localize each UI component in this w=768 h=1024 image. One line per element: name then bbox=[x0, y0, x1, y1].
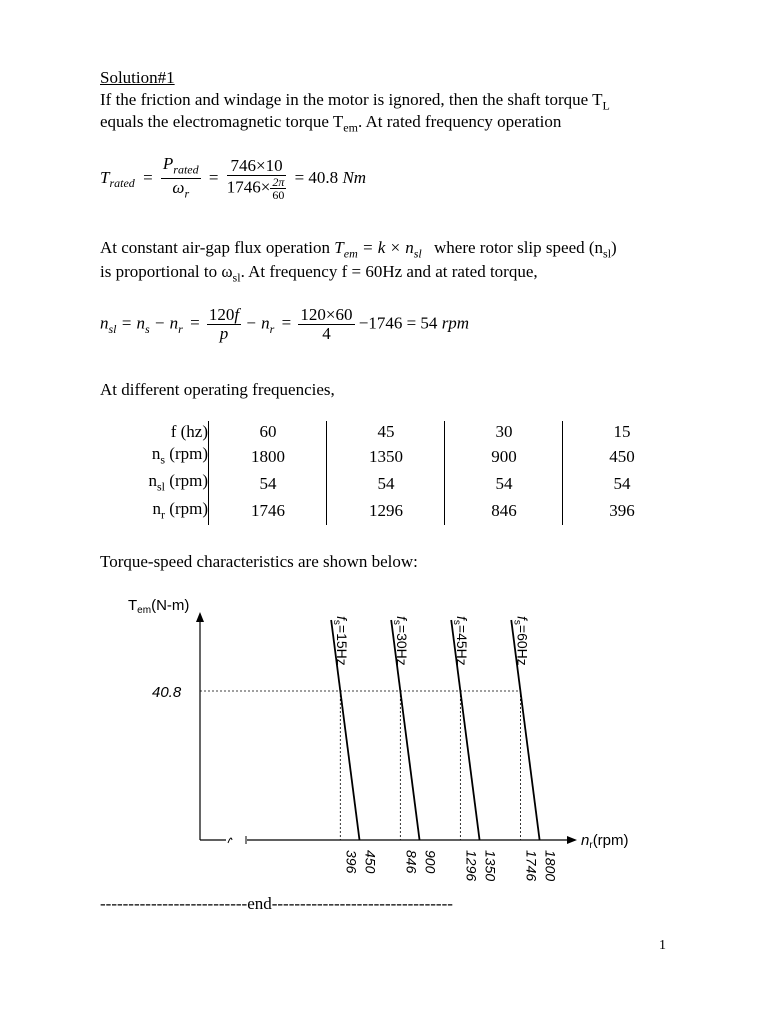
para2-eq-mid: = k × n bbox=[362, 238, 414, 257]
end-divider: --------------------------end-------------------------------- bbox=[100, 894, 453, 913]
rated-speed-tick-label-4: 1746 bbox=[523, 850, 540, 882]
table-cell: 396 bbox=[609, 501, 635, 521]
para1-line2-sub: em bbox=[343, 120, 358, 135]
eq2-frac1 bbox=[207, 306, 241, 343]
para2-line1 bbox=[100, 238, 617, 263]
table-row bbox=[100, 498, 680, 525]
rated-speed-tick-label-3: 1296 bbox=[463, 850, 480, 882]
para2-eq-n-sub: sl bbox=[413, 246, 422, 261]
sync-speed-tick-label-1: 450 bbox=[362, 850, 379, 874]
eq2-mid3: − n bbox=[245, 313, 270, 333]
y-axis-arrow bbox=[196, 612, 204, 622]
equation-rated-torque: $T_{rated}$ = $\frac{P_{rated}}{\omega_r}$ = 746×10 1746× $\frac{2\pi}{60}$ = 40.8 Nm bbox=[100, 154, 367, 202]
table-cell: 54 bbox=[377, 474, 395, 494]
para1-line1-text: If the friction and windage in the motor is ignored, then the shaft torque T bbox=[100, 90, 603, 109]
eq1-result: = 40.8 bbox=[294, 167, 339, 187]
table-cell: 900 bbox=[491, 446, 517, 466]
eq1-frac1-num: P bbox=[162, 154, 174, 173]
table-cell: 450 bbox=[609, 446, 635, 466]
eq1-frac2-den: 1746× bbox=[226, 177, 271, 197]
eq2-frac1-num: 120 bbox=[208, 305, 235, 324]
sync-speed-tick-label-3: 1350 bbox=[482, 850, 499, 882]
rated-torque-label: 40.8 bbox=[152, 684, 182, 701]
table-row bbox=[100, 421, 680, 443]
eq2-mid1-sub: s bbox=[145, 321, 150, 336]
table-row-label: $n_{sl}$ (rpm) bbox=[148, 471, 208, 494]
operating-frequency-table bbox=[100, 421, 680, 525]
equation-slip-speed: $n_{sl} = n_s - n_r$ = $\frac{120f}{p}$ − $n_r$ = $\frac{120\times 60}{4}$ −1746 = 54 rpm bbox=[100, 305, 470, 343]
para1-line2-post: . At rated frequency operation bbox=[357, 112, 562, 131]
eq1-frac2-num: 746×10 bbox=[227, 157, 287, 176]
solution-heading: Solution#1 bbox=[100, 68, 175, 87]
para2-line1-end: ) bbox=[611, 238, 617, 257]
series-label-4: $f_s=60Hz$ bbox=[511, 616, 531, 666]
para2-eq-T: T bbox=[334, 238, 344, 257]
para2-line2 bbox=[100, 262, 538, 287]
table-cell: 54 bbox=[259, 474, 277, 494]
x-axis-arrow bbox=[567, 836, 577, 844]
sync-speed-tick-label-4: 1800 bbox=[542, 850, 559, 882]
eq2-tail: −1746 = 54 bbox=[358, 313, 438, 333]
table-cell: 846 bbox=[491, 501, 517, 521]
axis-break-mark bbox=[228, 838, 232, 843]
eq2-unit: rpm bbox=[441, 313, 470, 333]
para2-line2-sub: sl bbox=[232, 270, 241, 285]
table-cell: 15 bbox=[613, 422, 631, 441]
page-number: 1 bbox=[659, 938, 666, 953]
eq1-small-num: 2π bbox=[272, 174, 285, 189]
rated-speed-tick-label-1: 396 bbox=[343, 850, 360, 874]
table-cell: 1800 bbox=[251, 446, 285, 466]
table-cell: 54 bbox=[495, 474, 513, 494]
eq2-mid1: = n bbox=[120, 313, 145, 333]
eq1-frac1-num-sub: rated bbox=[173, 162, 199, 177]
table-row-label: $n_s$ (rpm) bbox=[151, 444, 208, 467]
para1-line1-sub: L bbox=[602, 98, 610, 113]
eq2-mid2-sub: r bbox=[178, 321, 183, 336]
para2-line1-post: where rotor slip speed (n bbox=[434, 238, 604, 257]
eq1-lhs: T bbox=[100, 167, 110, 187]
eq2-frac1-den: p bbox=[219, 324, 229, 343]
x-axis-label: $n_r(rpm)$ bbox=[581, 832, 629, 851]
series-label-3: $f_s=45Hz$ bbox=[451, 616, 471, 666]
rated-speed-tick-label-2: 846 bbox=[403, 850, 420, 874]
table-cell: 45 bbox=[377, 422, 395, 441]
para3: At different operating frequencies, bbox=[100, 380, 335, 399]
series-label-1: $f_s=15Hz$ bbox=[331, 616, 351, 666]
eq1-unit: Nm bbox=[342, 167, 367, 187]
table-cell: 60 bbox=[259, 422, 277, 441]
table-row bbox=[100, 443, 680, 470]
eq1-frac1 bbox=[161, 155, 201, 203]
para4: Torque-speed characteristics are shown below: bbox=[100, 552, 418, 571]
series-label-2: $f_s=30Hz$ bbox=[391, 616, 411, 666]
para2-line2-text: is proportional to ω bbox=[100, 262, 233, 281]
eq1-frac1-den-sub: r bbox=[184, 186, 190, 201]
table-cell: 54 bbox=[613, 474, 631, 494]
eq2-frac1-num-f: f bbox=[234, 305, 240, 324]
table-row-label: $n_r$ (rpm) bbox=[152, 498, 208, 522]
table-cell: 30 bbox=[495, 422, 513, 441]
para2-line1-text: At constant air-gap flux operation bbox=[100, 238, 331, 257]
para1-line2 bbox=[100, 112, 561, 137]
table-row-label: f (hz) bbox=[170, 422, 208, 441]
eq2-frac2-den: 4 bbox=[322, 324, 331, 343]
eq2-n-sub: sl bbox=[108, 321, 117, 336]
eq2-n: n bbox=[100, 313, 109, 333]
eq2-frac2-num: 120×60 bbox=[300, 305, 353, 324]
eq1-frac2 bbox=[227, 157, 287, 201]
torque-speed-chart bbox=[100, 590, 660, 890]
eq1-small-den: 60 bbox=[272, 187, 285, 202]
table-row bbox=[100, 470, 680, 497]
eq1-frac1-den: ω bbox=[172, 178, 185, 198]
sync-speed-tick-label-2: 900 bbox=[422, 850, 439, 874]
para1-line2-text: equals the electromagnetic torque T bbox=[100, 112, 344, 131]
table-cell: 1746 bbox=[251, 501, 285, 521]
table-cell: 1350 bbox=[369, 446, 403, 466]
eq2-mid3-sub: r bbox=[269, 321, 275, 336]
eq2-mid2: − n bbox=[153, 313, 179, 333]
para2-line1-post-sub: sl bbox=[603, 246, 612, 261]
para2-line2-post: . At frequency f = 60Hz and at rated torque, bbox=[240, 262, 538, 281]
para2-eq-T-sub: em bbox=[343, 246, 358, 261]
eq1-lhs-sub: rated bbox=[109, 176, 135, 191]
eq1-small-frac bbox=[270, 176, 286, 201]
table-cell: 1296 bbox=[369, 501, 403, 521]
y-axis-label: $T_{em}(N-m)$ bbox=[128, 597, 190, 616]
eq2-frac2 bbox=[298, 306, 354, 343]
